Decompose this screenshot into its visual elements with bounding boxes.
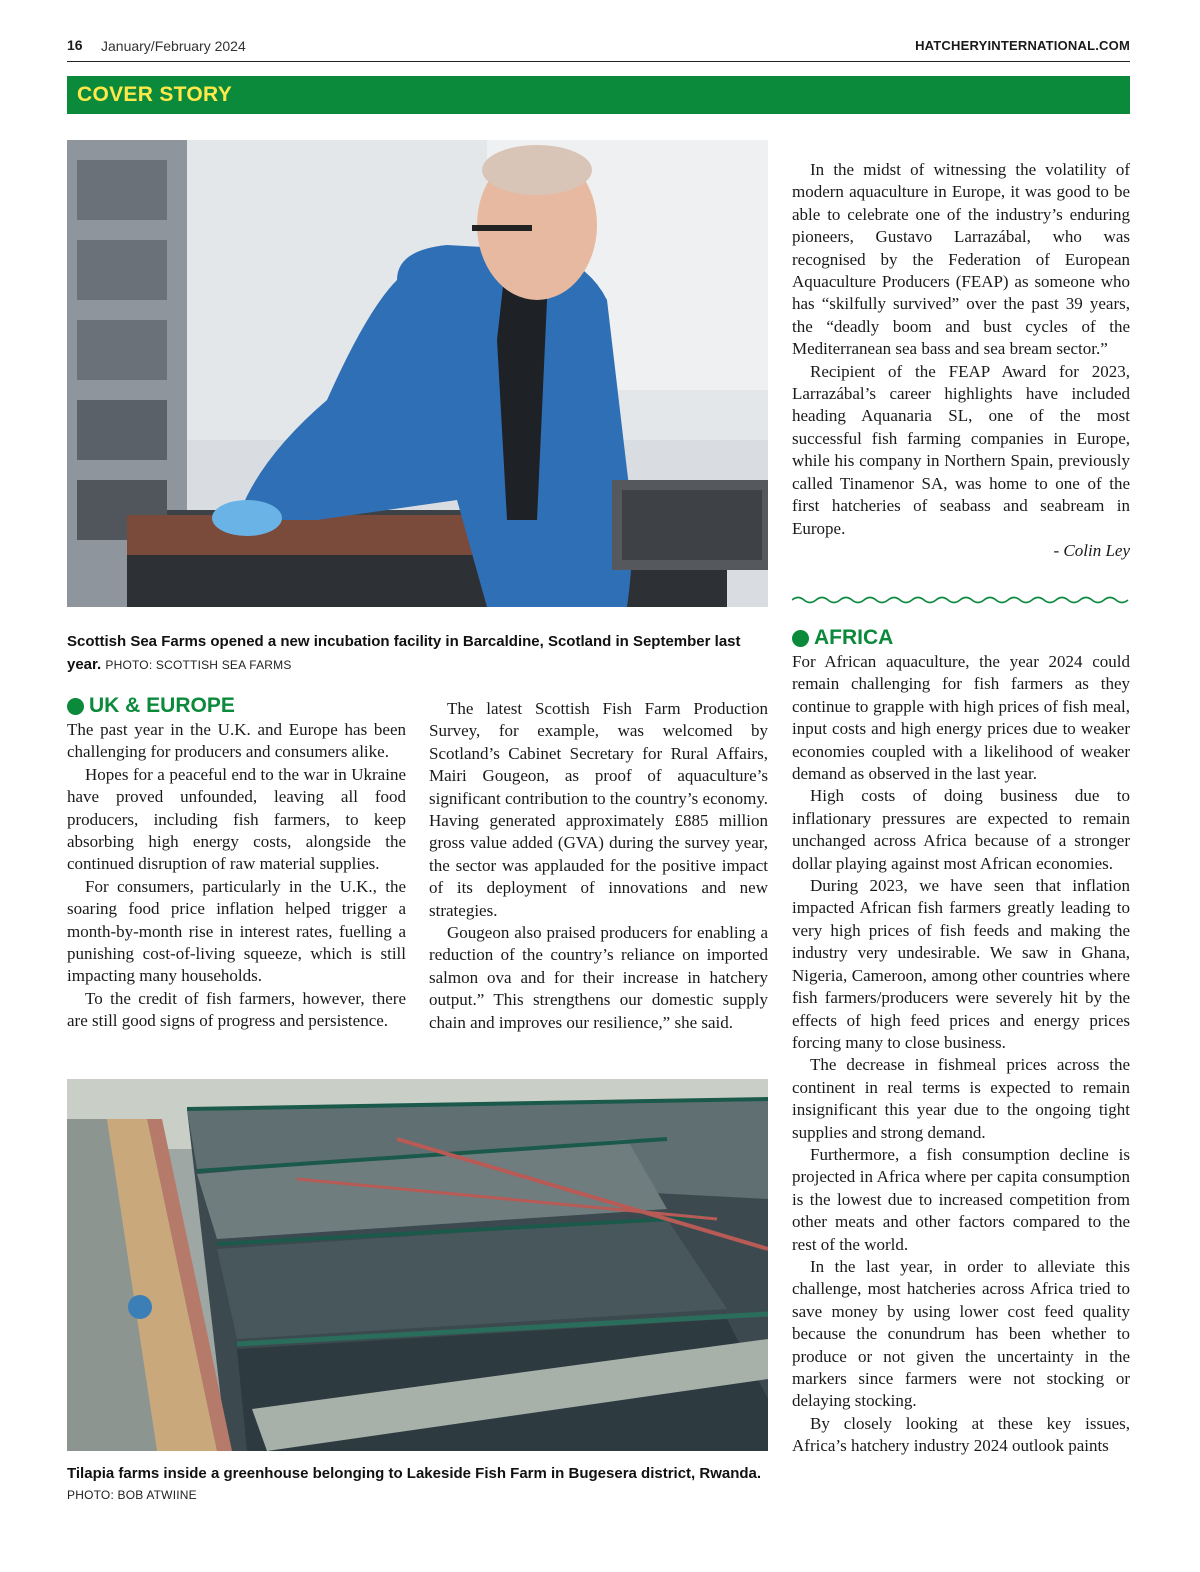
uk-europe-column-2 — [429, 698, 768, 1034]
banner-label: COVER STORY — [77, 83, 232, 106]
africa-paragraph: During 2023, we have seen that inflation impacted African fish farmers greatly leading to very high prices of fish feeds and making the industry very undesirable. We saw in Ghana, Nigeria, Cameroon, among other countries where fish farmers/producers were severely hit by the effects of high feed prices and energy prices forcing many to close business. — [792, 876, 1130, 1052]
incubation-facility-photo — [67, 140, 768, 607]
africa-paragraph: By closely looking at these key issues, Africa’s hatchery industry 2024 outlook paints — [792, 1413, 1130, 1456]
uk-paragraph: The latest Scottish Fish Farm Production Survey, for example, was welcomed by Scotland’s Cabinet Secretary for Rural Affairs, Mairi Gougeon, as proof of aquaculture’s significant contribution to the country’s economy. Having generated approximately £885 million gross value added (GVA) during the survey year, the sector was applauded for the positive impact of its deployment of innovations and new strategies. — [429, 699, 768, 920]
africa-paragraph: Furthermore, a fish consumption decline is projected in Africa where per capita consumption is the lowest due to increased competition from other meats and other factors compared to the rest of the world. — [792, 1144, 1130, 1254]
photo2-credit: PHOTO: BOB ATWIINE — [67, 1488, 197, 1502]
uk-paragraph: The past year in the U.K. and Europe has been challenging for producers and consumers alike. — [67, 720, 406, 762]
tilapia-farm-photo — [67, 1079, 768, 1451]
africa-paragraph: For African aquaculture, the year 2024 could remain challenging for fish farmers as they continue to grapple with high prices of fish meal, input costs and high energy prices due to weaker economies coupled with a likelihood of weaker demand as observed in the last year. — [792, 652, 1130, 784]
intro-article — [792, 159, 1130, 562]
issue-date: January/February 2024 — [101, 38, 246, 54]
page-number: 16 — [67, 37, 83, 53]
intro-paragraph: Recipient of the FEAP Award for 2023, Larrazábal’s career highlights have included heading Aquanaria SL, one of the most successful fish farming companies in Europe, while his company in Northern Spain, previously called Tinamenor SA, was home to one of the first hatcheries of seabass and seabream in Europe. — [792, 361, 1130, 538]
uk-europe-heading — [67, 694, 406, 718]
africa-paragraph: High costs of doing business due to inflationary pressures are expected to remain unchanged across Africa because of a stronger dollar playing against most African economies. — [792, 786, 1130, 873]
uk-europe-column-1 — [67, 694, 406, 1033]
wavy-divider — [792, 592, 1130, 602]
photo2-caption-text: Tilapia farms inside a greenhouse belonging to Lakeside Fish Farm in Bugesera district, Rwanda. — [67, 1465, 762, 1482]
uk-paragraph: Hopes for a peaceful end to the war in Ukraine have proved unfounded, leaving all food producers, including fish farmers, to keep absorbing high energy costs, alongside the continued disruption of raw material supplies. — [67, 764, 406, 874]
africa-paragraph: In the last year, in order to alleviate this challenge, most hatcheries across Africa tried to save money by using lower cost feed quality because the conundrum has been whether to produce or not given the uncertainty in the markers since farmers were not stocking or delaying stocking. — [792, 1256, 1130, 1411]
section-bullet-icon — [792, 630, 809, 647]
cover-story-banner — [67, 76, 1130, 114]
photo1-credit: PHOTO: SCOTTISH SEA FARMS — [105, 658, 292, 672]
intro-paragraph: In the midst of witnessing the volatility of modern aquaculture in Europe, it was good to be able to celebrate one of the industry’s enduring pioneers, Gustavo Larrazábal, who was recognised by the Federation of European Aquaculture Producers (FEAP) as someone who has “skilfully survived” over the past 39 years, the “deadly boom and bust cycles of the Mediterranean sea bass and sea bream sector.” — [792, 160, 1130, 359]
uk-paragraph: Gougeon also praised producers for enabling a reduction of the country’s reliance on imported salmon ova and for their increase in hatchery output.” This strengthens our domestic supply chain and improves our resilience,” she said. — [429, 923, 768, 1032]
photo1-caption — [67, 630, 768, 676]
photo2-caption — [67, 1462, 787, 1505]
uk-paragraph: For consumers, particularly in the U.K., the soaring food price inflation helped trigger a month-by-month rise in interest rates, fuelling a punishing cost-of-living squeeze, which is still impacting many households. — [67, 876, 406, 986]
author-signature: - Colin Ley — [1053, 540, 1130, 560]
africa-paragraph: The decrease in fishmeal prices across the continent in real terms is expected to remain insignificant this year due to the ongoing tight supplies and strong demand. — [792, 1055, 1130, 1142]
header-rule — [67, 61, 1130, 62]
africa-heading — [792, 626, 1130, 650]
section-bullet-icon — [67, 698, 84, 715]
site-link[interactable]: HATCHERYINTERNATIONAL.COM — [915, 38, 1130, 53]
photo1-caption-text: Scottish Sea Farms opened a new incubation facility in Barcaldine, Scotland in September last year. — [67, 633, 741, 673]
africa-heading-text: AFRICA — [814, 626, 894, 649]
uk-paragraph: To the credit of fish farmers, however, there are still good signs of progress and persistence. — [67, 988, 406, 1031]
africa-article — [792, 626, 1130, 1458]
uk-europe-heading-text: UK & EUROPE — [89, 694, 235, 717]
